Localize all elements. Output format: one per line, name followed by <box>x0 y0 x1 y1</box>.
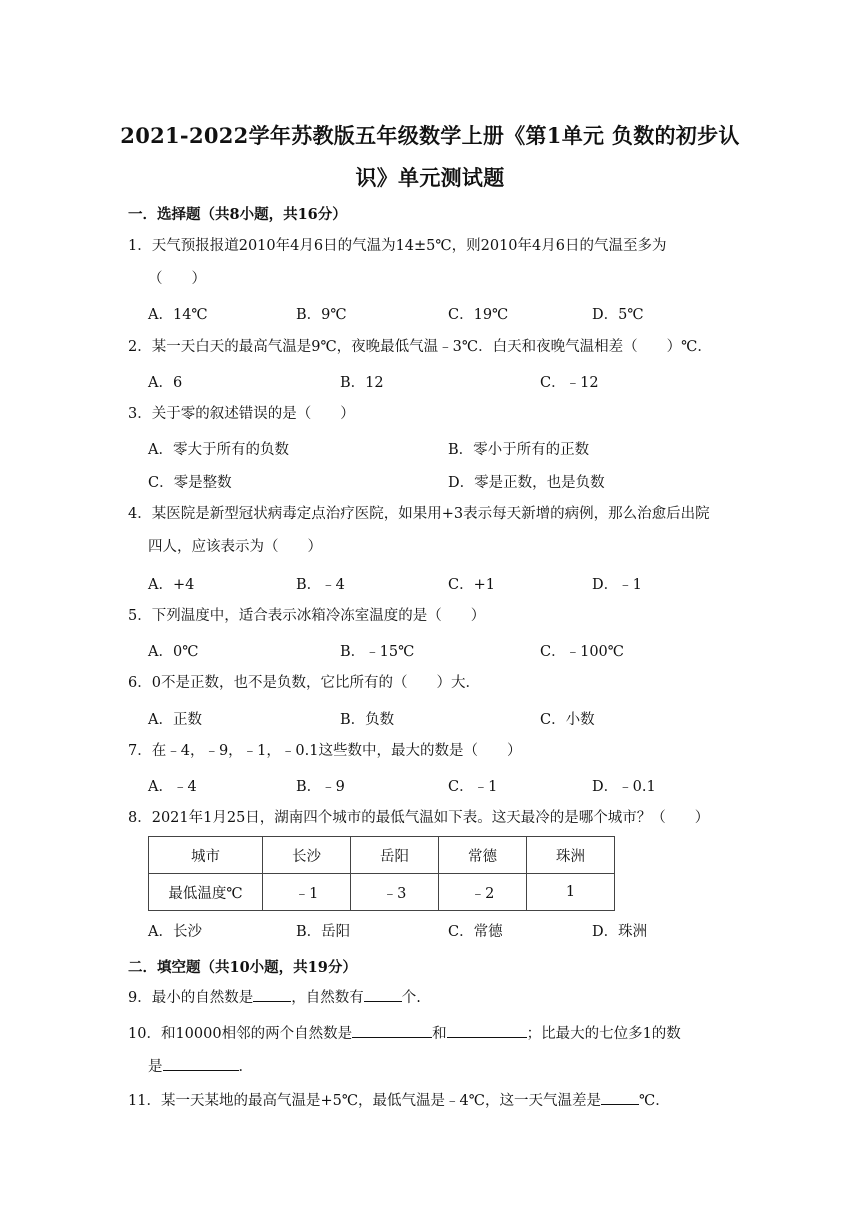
option-b: B．零小于所有的正数 <box>448 442 590 458</box>
question-8-stem: 8．2021年1月25日，湖南四个城市的最低气温如下表。这天最冷的是哪个城市？（ ） <box>128 810 710 826</box>
question-5-stem: 5．下列温度中，适合表示冰箱冷冻室温度的是（ ） <box>128 608 486 624</box>
option-c: C．19℃ <box>448 307 509 323</box>
table-cell: ﹣1 <box>263 874 351 911</box>
option-b: B．岳阳 <box>296 924 351 940</box>
answer-blank[interactable] <box>601 1090 639 1105</box>
option-c: C．﹣12 <box>540 375 599 391</box>
question-7-stem: 7．在﹣4，﹣9，﹣1，﹣0.1这些数中，最大的数是（ ） <box>128 743 522 759</box>
option-b: B．﹣15℃ <box>340 644 415 660</box>
question-1-options <box>148 303 740 331</box>
option-a: A．0℃ <box>148 644 199 660</box>
question-6 <box>128 667 740 700</box>
title-line-1: 2021-2022学年苏教版五年级数学上册《第1单元 负数的初步认 <box>120 123 740 148</box>
question-10-text-5: ． <box>238 1059 253 1075</box>
option-c: C．常德 <box>448 924 503 940</box>
question-1 <box>128 230 740 296</box>
question-9-text-1: 9．最小的自然数是 <box>128 990 254 1006</box>
question-11 <box>128 1085 740 1118</box>
question-1-stem: 1．天气预报报道2010年4月6日的气温为14±5℃，则2010年4月6日的气温至多为 <box>128 238 667 254</box>
option-b: B．﹣4 <box>296 577 345 593</box>
answer-blank[interactable] <box>253 987 291 1002</box>
question-6-stem: 6．0不是正数，也不是负数，它比所有的（ ）大． <box>128 675 480 691</box>
question-8 <box>128 802 740 835</box>
table-cell: ﹣2 <box>439 874 527 911</box>
option-c: C．﹣1 <box>448 779 498 795</box>
option-a: A．﹣4 <box>148 779 197 795</box>
question-9 <box>128 982 740 1015</box>
question-4-options <box>148 573 740 601</box>
option-d: D．﹣1 <box>592 577 642 593</box>
option-b: B．9℃ <box>296 307 347 323</box>
question-3-stem: 3．关于零的叙述错误的是（ ） <box>128 406 355 422</box>
table-cell: 常德 <box>439 837 527 874</box>
question-11-text-1: 11．某一天某地的最高气温是+5℃，最低气温是﹣4℃，这一天气温差是 <box>128 1093 601 1109</box>
title-line-2: 识》单元测试题 <box>355 165 505 190</box>
question-4-stem-cont: 四人，应该表示为（ ） <box>148 539 322 555</box>
question-7 <box>128 735 740 768</box>
question-10 <box>128 1018 740 1084</box>
table-cell: 1 <box>527 874 615 911</box>
section-choice-heading: 一．选择题（共8小题，共16分） <box>128 206 347 223</box>
table-cell: 长沙 <box>263 837 351 874</box>
question-4-stem: 4．某医院是新型冠状病毒定点治疗医院，如果用+3表示每天新增的病例，那么治愈后出院 <box>128 506 710 522</box>
question-7-options <box>148 775 740 803</box>
question-10-text-2: 和 <box>432 1026 447 1042</box>
option-c: C．小数 <box>540 712 595 728</box>
option-b: B．负数 <box>340 712 395 728</box>
question-5 <box>128 600 740 633</box>
table-header-row <box>149 837 615 874</box>
option-c: C．+1 <box>448 577 495 593</box>
question-9-text-3: 个. <box>401 990 421 1006</box>
option-d: D．零是正数，也是负数 <box>448 475 605 491</box>
table-cell: 珠洲 <box>527 837 615 874</box>
option-b: B．﹣9 <box>296 779 345 795</box>
option-d: D．珠洲 <box>592 924 648 940</box>
option-a: A．正数 <box>148 712 202 728</box>
answer-blank[interactable] <box>364 987 402 1002</box>
table-row <box>149 874 615 911</box>
question-10-text-4: 是 <box>148 1059 163 1075</box>
question-2-stem: 2．某一天白天的最高气温是9℃，夜晚最低气温﹣3℃．白天和夜晚气温相差（ ）℃． <box>128 339 712 355</box>
option-d: D．﹣0.1 <box>592 779 656 795</box>
option-c: C．﹣100℃ <box>540 644 624 660</box>
question-2-options <box>148 371 740 399</box>
answer-blank[interactable] <box>163 1056 239 1071</box>
option-a: A．14℃ <box>148 307 208 323</box>
option-a: A．+4 <box>148 577 195 593</box>
option-a: A．零大于所有的负数 <box>148 442 289 458</box>
question-9-text-2: ，自然数有 <box>291 990 364 1006</box>
question-3-options-row-1 <box>148 438 740 466</box>
answer-blank[interactable] <box>447 1023 527 1038</box>
option-b: B．12 <box>340 375 384 391</box>
question-1-stem-cont: （ ） <box>148 271 206 287</box>
question-10-text-3: ；比最大的七位多1的数 <box>526 1026 681 1042</box>
question-11-text-2: ℃． <box>639 1093 670 1109</box>
question-5-options <box>148 640 740 668</box>
table-cell: 城市 <box>149 837 263 874</box>
question-6-options <box>148 708 740 736</box>
table-cell: 岳阳 <box>351 837 439 874</box>
question-10-text-1: 10．和10000相邻的两个自然数是 <box>128 1026 353 1042</box>
section-fill-heading: 二．填空题（共10小题，共19分） <box>128 959 357 976</box>
option-a: A．长沙 <box>148 924 202 940</box>
option-d: D．5℃ <box>592 307 644 323</box>
option-a: A．6 <box>148 375 183 391</box>
table-cell: ﹣3 <box>351 874 439 911</box>
answer-blank[interactable] <box>352 1023 432 1038</box>
table-cell: 最低温度℃ <box>149 874 263 911</box>
question-4 <box>128 498 740 564</box>
question-8-options <box>148 920 740 948</box>
temperature-table <box>148 836 615 911</box>
option-c: C．零是整数 <box>148 475 232 491</box>
question-3 <box>128 398 740 431</box>
question-3-options-row-2 <box>148 471 740 499</box>
question-2 <box>128 331 740 364</box>
